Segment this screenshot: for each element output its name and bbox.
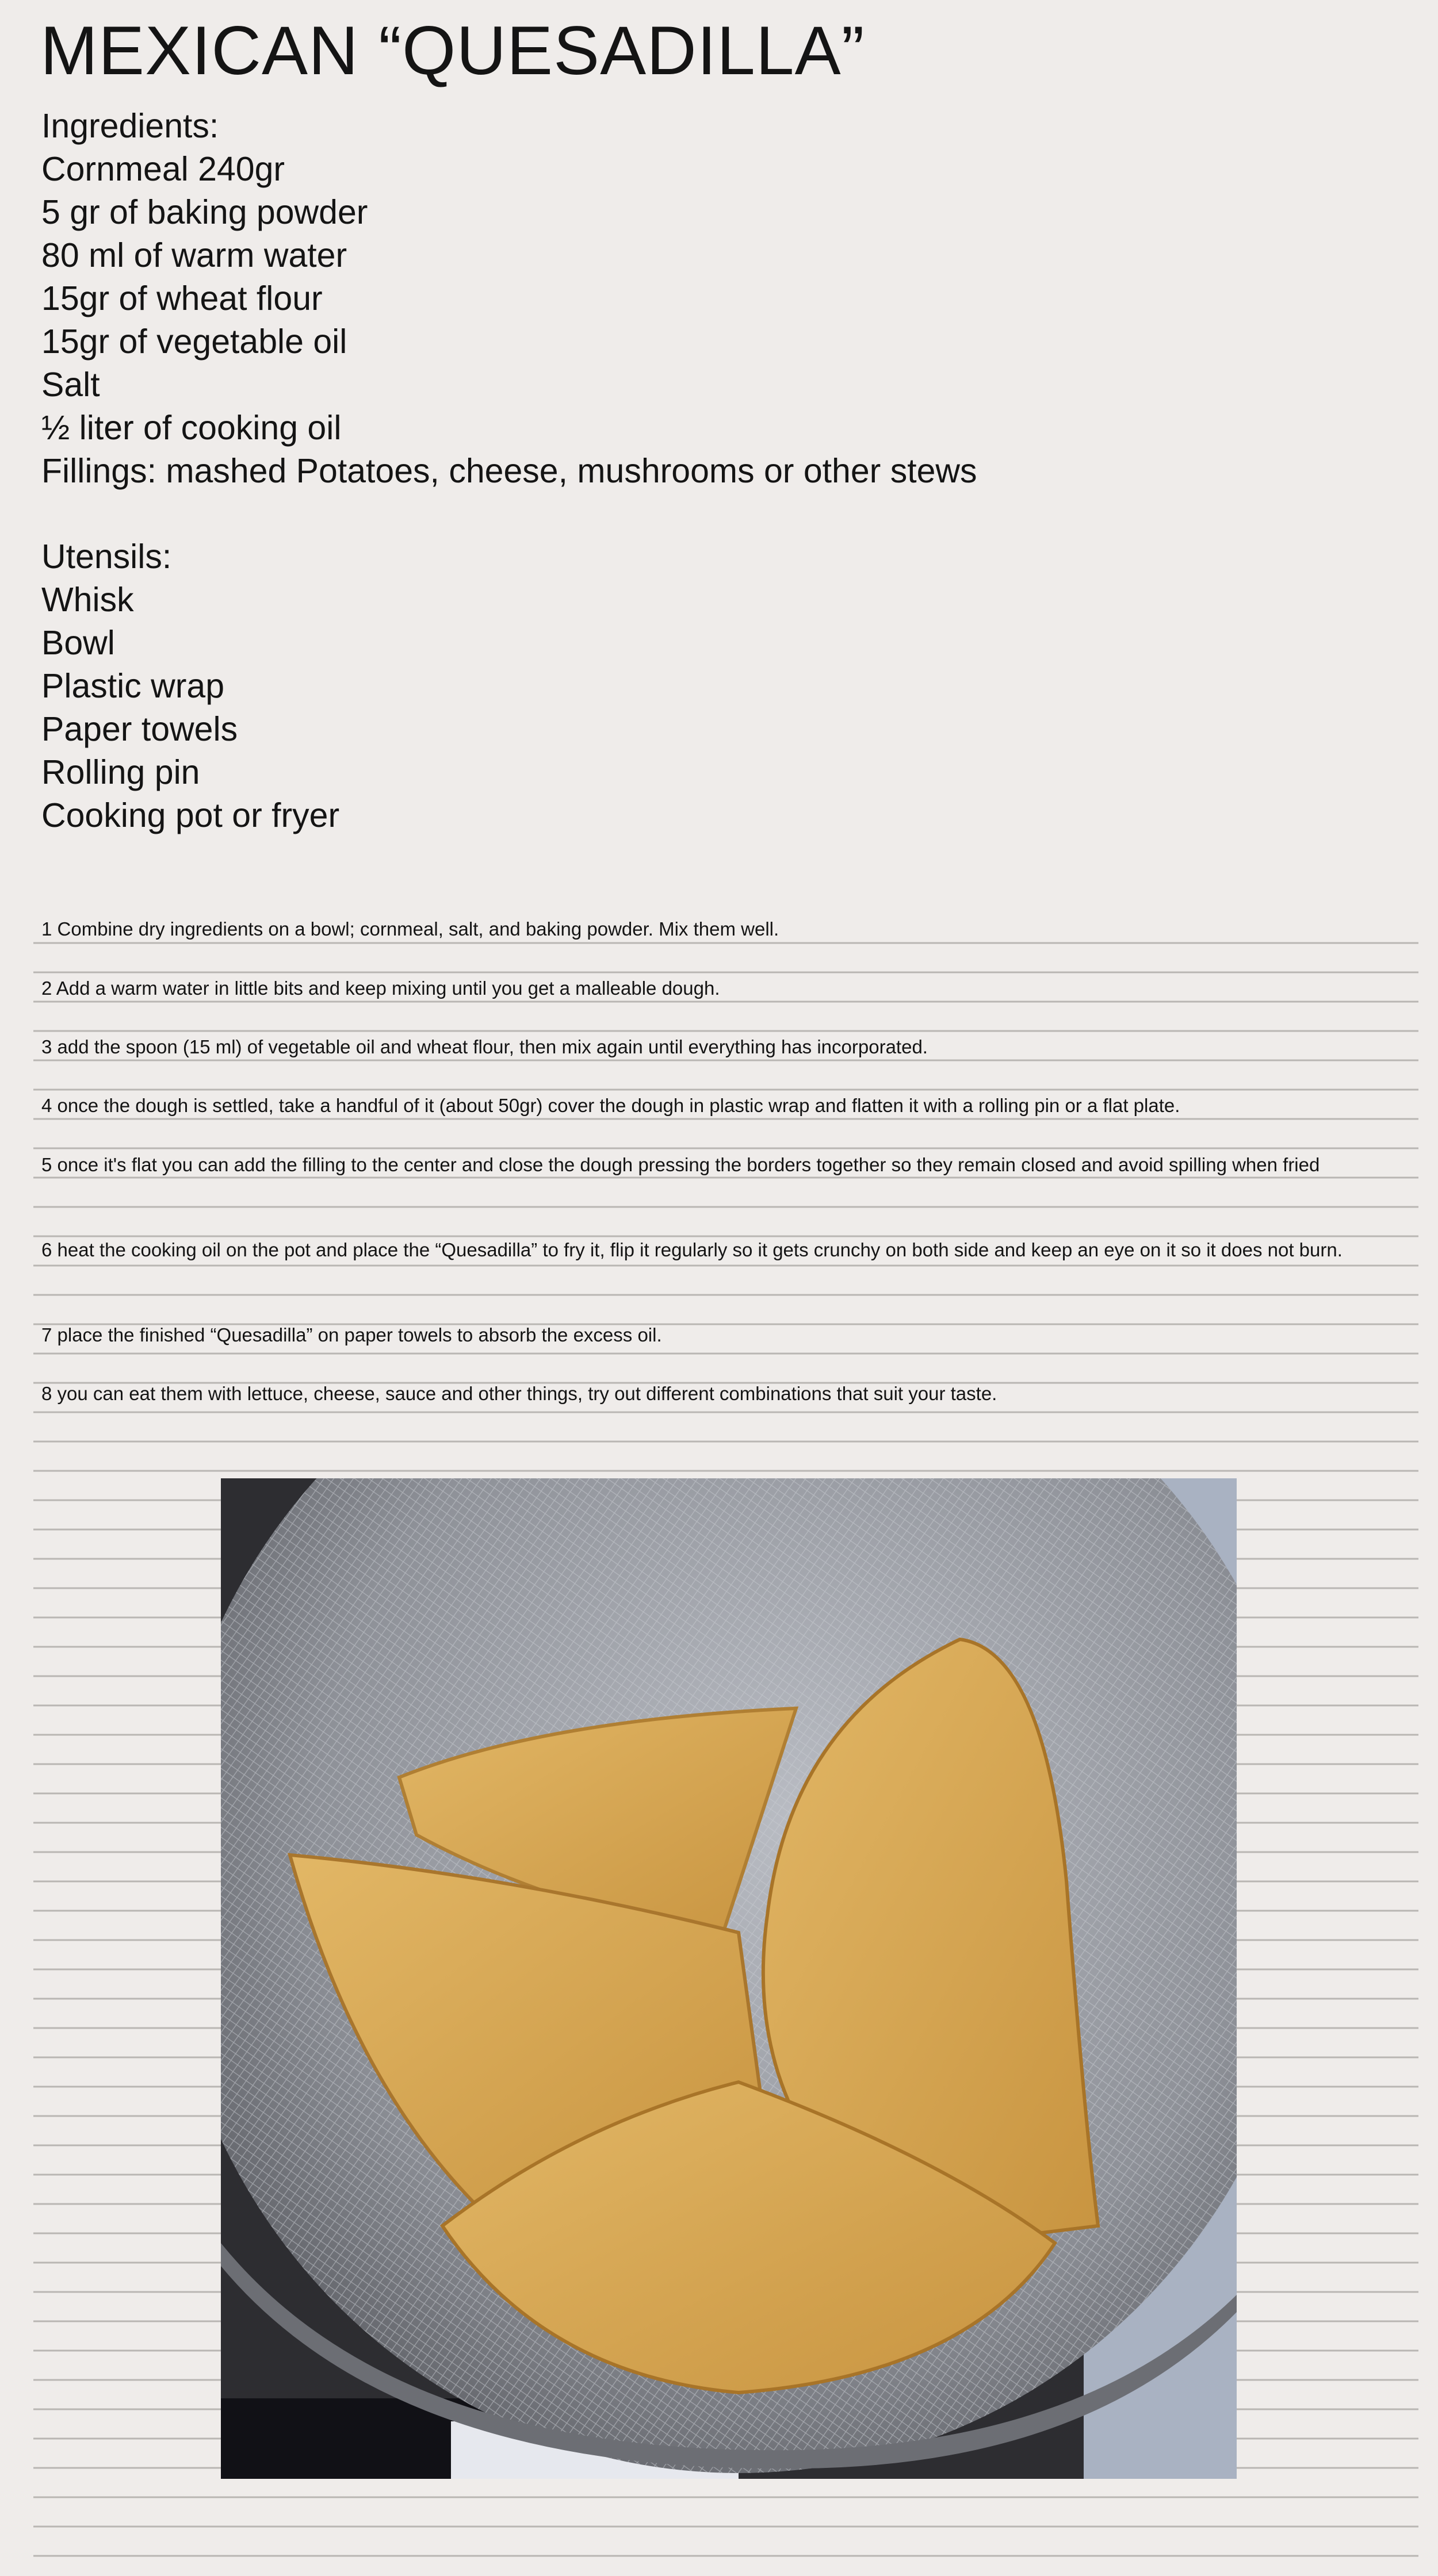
utensils-list	[41, 535, 339, 837]
utensil-item: Paper towels	[41, 710, 238, 748]
step-item: 6 heat the cooking oil on the pot and place the “Quesadilla” to fry it, flip it regularly so it gets crunchy on both side and keep an eye on it so it does not burn.	[41, 1239, 1343, 1260]
ingredient-item: Salt	[41, 366, 100, 404]
step-item: 3 add the spoon (15 ml) of vegetable oil and wheat flour, then mix again until everything has incorporated.	[41, 1036, 928, 1057]
ingredients-heading: Ingredients:	[41, 107, 219, 145]
step-item: 8 you can eat them with lettuce, cheese, sauce and other things, try out different combinations that suit your taste.	[41, 1383, 997, 1404]
utensil-item: Rolling pin	[41, 753, 200, 791]
step-item: 5 once it's flat you can add the filling to the center and close the dough pressing the borders together so they remain closed and avoid spilling when fried	[41, 1154, 1320, 1175]
utensil-item: Cooking pot or fryer	[41, 796, 340, 834]
step-item: 4 once the dough is settled, take a handful of it (about 50gr) cover the dough in plastic wrap and flatten it with a rolling pin or a flat plate.	[41, 1095, 1180, 1116]
ingredient-item: 15gr of vegetable oil	[41, 323, 347, 361]
ingredients-list	[41, 105, 977, 493]
ingredient-item: Fillings: mashed Potatoes, cheese, mushrooms or other stews	[41, 452, 977, 490]
ingredient-item: 80 ml of warm water	[41, 236, 347, 274]
ingredient-item: ½ liter of cooking oil	[41, 409, 342, 447]
quesadillas-photo	[221, 1478, 1237, 2479]
ingredient-item: 15gr of wheat flour	[41, 279, 323, 317]
utensils-heading: Utensils:	[41, 538, 172, 576]
recipe-title: MEXICAN “QUESADILLA”	[40, 12, 865, 89]
step-item: 1 Combine dry ingredients on a bowl; cornmeal, salt, and baking powder. Mix them well.	[41, 918, 779, 940]
utensil-item: Plastic wrap	[41, 667, 225, 705]
step-item: 7 place the finished “Quesadilla” on paper towels to absorb the excess oil.	[41, 1324, 662, 1346]
utensil-item: Whisk	[41, 581, 134, 619]
utensil-item: Bowl	[41, 624, 115, 662]
ingredient-item: Cornmeal 240gr	[41, 150, 285, 188]
ingredient-item: 5 gr of baking powder	[41, 193, 368, 231]
step-item: 2 Add a warm water in little bits and keep mixing until you get a malleable dough.	[41, 977, 720, 999]
